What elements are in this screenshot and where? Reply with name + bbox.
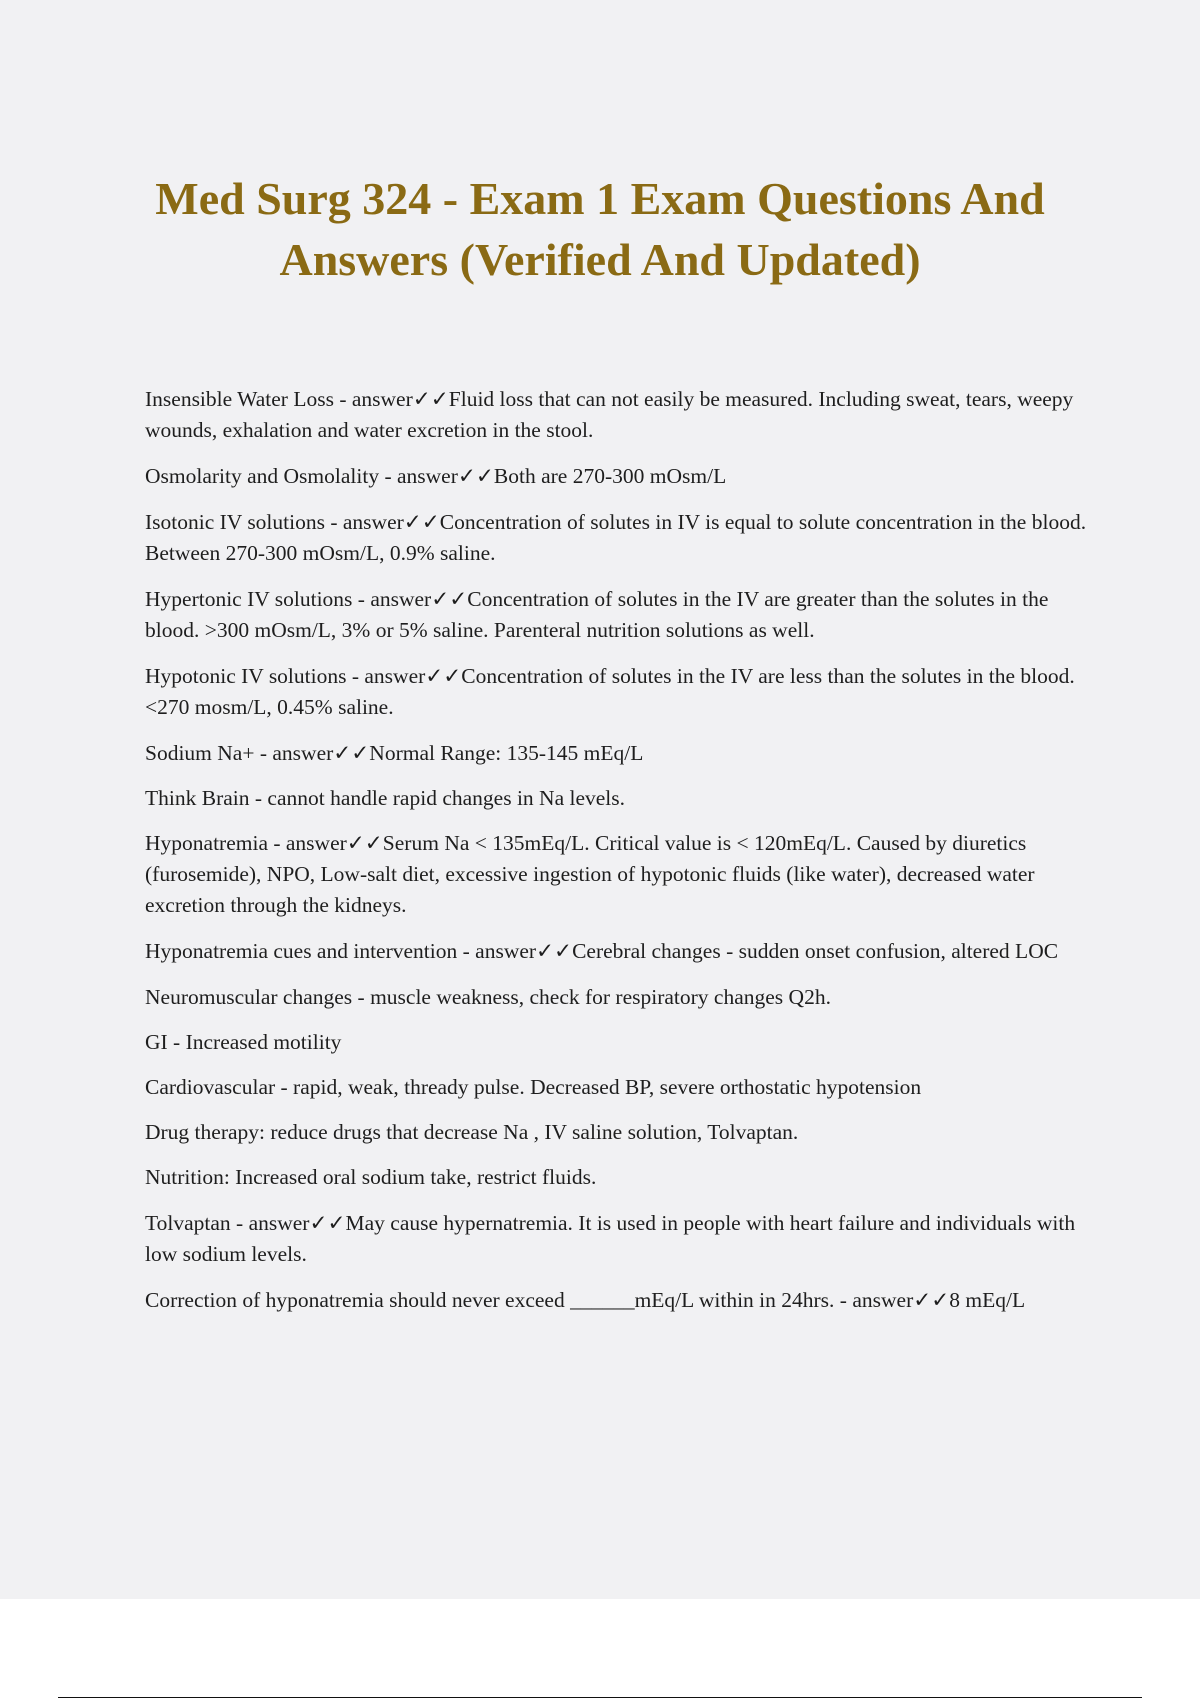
note-neuromuscular: Neuromuscular changes - muscle weakness, check for respiratory changes Q2h. [145, 985, 831, 1009]
note-drug-therapy: Drug therapy: reduce drugs that decrease Na , IV saline solution, Tolvaptan. [145, 1120, 799, 1144]
note-cardiovascular: Cardiovascular - rapid, weak, thready pulse. Decreased BP, severe orthostatic hypotension [145, 1075, 922, 1099]
qa-sodium: Sodium Na+ - answer✓✓Normal Range: 135-145 mEq/L [145, 741, 644, 765]
qa-hyponatremia: Hyponatremia - answer✓✓Serum Na < 135mEq/L. Critical value is < 120mEq/L. Caused by diuretics (furosemide), NPO, Low-salt diet, excessive ingestion of hypotonic fluids (like water), decreased water excretion through the kidneys. [145, 831, 1035, 917]
qa-isotonic-iv: Isotonic IV solutions - answer✓✓Concentration of solutes in IV is equal to solute concentration in the blood. Between 270-300 mOsm/L, 0.9% saline. [145, 510, 1087, 565]
document-body [145, 384, 1090, 1331]
qa-osmolarity: Osmolarity and Osmolality - answer✓✓Both are 270-300 mOsm/L [145, 464, 727, 488]
qa-tolvaptan: Tolvaptan - answer✓✓May cause hypernatremia. It is used in people with heart failure and individuals with low sodium levels. [145, 1211, 1076, 1266]
qa-hypertonic-iv: Hypertonic IV solutions - answer✓✓Concentration of solutes in the IV are greater than the solutes in the blood. >300 mOsm/L, 3% or 5% saline. Parenteral nutrition solutions as well. [145, 587, 1049, 642]
note-gi: GI - Increased motility [145, 1030, 342, 1054]
bottom-divider [58, 1697, 1142, 1698]
qa-hyponatremia-cues: Hyponatremia cues and intervention - answer✓✓Cerebral changes - sudden onset confusion, altered LOC [145, 939, 1059, 963]
document-title: Med Surg 324 - Exam 1 Exam Questions And Answers (Verified And Updated) [155, 173, 1045, 285]
qa-insensible-water-loss: Insensible Water Loss - answer✓✓Fluid loss that can not easily be measured. Including sweat, tears, weepy wounds, exhalation and water excretion in the stool. [145, 387, 1074, 442]
qa-correction-limit: Correction of hyponatremia should never exceed ______mEq/L within in 24hrs. - answer✓✓8 mEq/L [145, 1288, 1026, 1312]
note-nutrition: Nutrition: Increased oral sodium take, restrict fluids. [145, 1165, 597, 1189]
note-think-brain: Think Brain - cannot handle rapid changes in Na levels. [145, 786, 626, 810]
qa-hypotonic-iv: Hypotonic IV solutions - answer✓✓Concentration of solutes in the IV are less than the solutes in the blood. <270 mosm/L, 0.45% saline. [145, 664, 1075, 719]
